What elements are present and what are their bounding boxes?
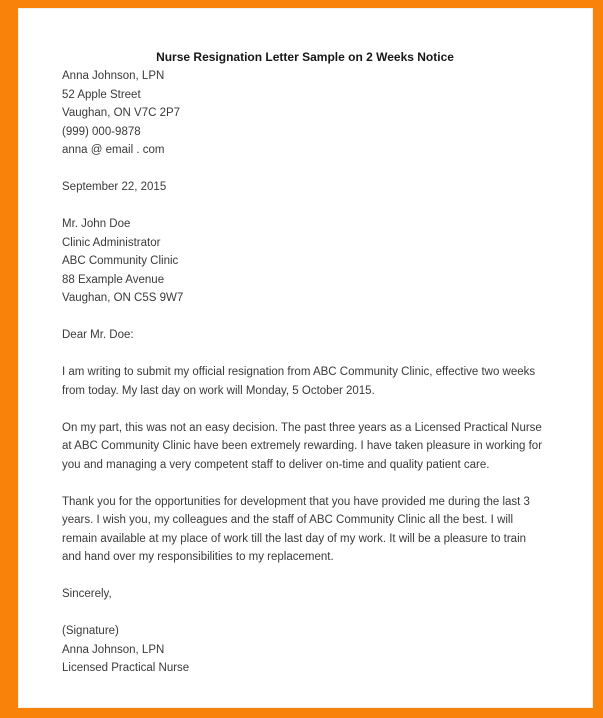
signature-title: Licensed Practical Nurse xyxy=(62,662,190,674)
letter-page xyxy=(18,8,593,708)
salutation: Dear Mr. Doe: xyxy=(62,329,134,341)
sender-street: 52 Apple Street xyxy=(62,88,141,101)
recipient-organization: ABC Community Clinic xyxy=(62,255,179,267)
recipient-role: Clinic Administrator xyxy=(62,236,161,249)
signature-block xyxy=(62,622,548,678)
recipient-name: Mr. John Doe xyxy=(62,218,131,230)
recipient-city: Vaughan, ON C5S 9W7 xyxy=(62,292,184,304)
sender-city: Vaughan, ON V7C 2P7 xyxy=(62,107,181,119)
recipient-block xyxy=(62,215,548,308)
signature-placeholder: (Signature) xyxy=(62,625,119,637)
date-line: September 22, 2015 xyxy=(62,181,167,193)
closing: Sincerely, xyxy=(62,588,112,600)
sender-phone: (999) 000-9878 xyxy=(62,125,141,138)
signature-name: Anna Johnson, LPN xyxy=(62,643,165,656)
body-paragraph-3: Thank you for the opportunities for development that you have provided me during the last 3 years. I wish you, my colleagues and the staff of ABC Community Clinic all the best. I will remain available at my place of work till the last day of my work. It will be a pleasure to train and hand over my responsibilities to my replacement. xyxy=(62,495,530,563)
recipient-street: 88 Example Avenue xyxy=(62,273,165,286)
body-paragraph-1: I am writing to submit my official resignation from ABC Community Clinic, effective two weeks from today. My last day on work will Monday, 5 October 2015. xyxy=(62,366,536,397)
body-paragraph-2: On my part, this was not an easy decision. The past three years as a Licensed Practical Nurse at ABC Community Clinic have been extremely rewarding. I have taken pleasure in working for you and managing a very competent staff to deliver on-time and quality patient care. xyxy=(62,421,543,471)
sender-email: anna @ email . com xyxy=(62,144,165,156)
letter-title: Nurse Resignation Letter Sample on 2 Weeks Notice xyxy=(156,50,454,64)
sender-name: Anna Johnson, LPN xyxy=(62,70,165,82)
sender-block xyxy=(62,67,548,160)
